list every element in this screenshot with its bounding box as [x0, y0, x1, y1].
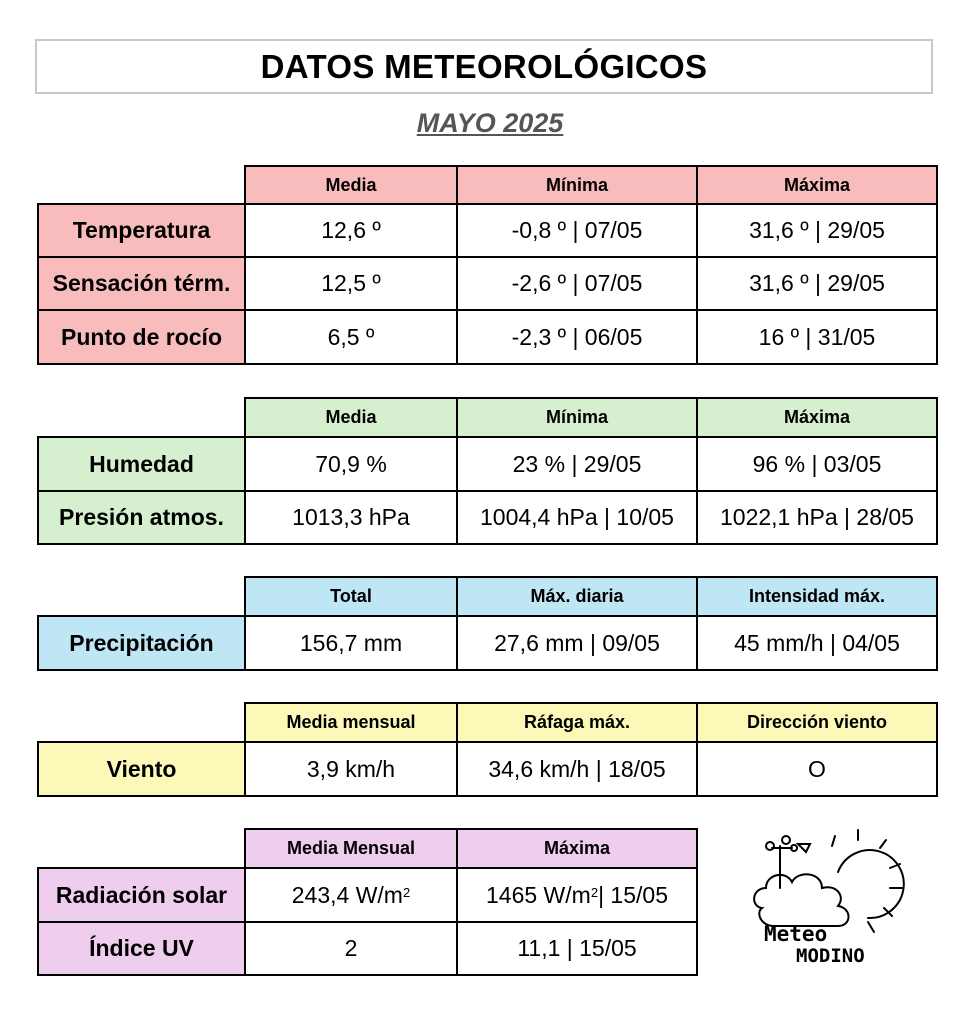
- cell-value: -2,3 º | 06/05: [456, 309, 698, 365]
- row-label-viento: Viento: [37, 741, 246, 797]
- cell-value: 3,9 km/h: [244, 741, 458, 797]
- header-media: Media: [244, 165, 458, 205]
- header-minima: Mínima: [456, 165, 698, 205]
- cell-value: 70,9 %: [244, 436, 458, 492]
- cell-value: 27,6 mm | 09/05: [456, 615, 698, 671]
- row-label-precipitacion: Precipitación: [37, 615, 246, 671]
- row-label-sensacion: Sensación térm.: [37, 256, 246, 311]
- cell-value: 1465 W/m $^2$ | 15/05: [456, 867, 698, 923]
- page-subtitle: MAYO 2025: [416, 108, 564, 138]
- cell-value: 2: [244, 921, 458, 976]
- cell-value: 16 º | 31/05: [696, 309, 938, 365]
- cell-value: 31,6 º | 29/05: [696, 256, 938, 311]
- header-total: Total: [244, 576, 458, 617]
- cell-value: O: [696, 741, 938, 797]
- cell-value: 1022,1 hPa | 28/05: [696, 490, 938, 545]
- logo-text-meteo: Meteo: [764, 922, 828, 946]
- header-media: Media: [244, 397, 458, 438]
- page-title: DATOS METEOROLÓGICOS: [35, 39, 933, 94]
- cell-value: 45 mm/h | 04/05: [696, 615, 938, 671]
- value-date: | 15/05: [598, 881, 668, 908]
- header-maxima: Máxima: [456, 828, 698, 869]
- row-label-punto-rocio: Punto de rocío: [37, 309, 246, 365]
- row-label-radiacion: Radiación solar: [37, 867, 246, 923]
- cell-value: 11,1 | 15/05: [456, 921, 698, 976]
- header-media-mensual: Media mensual: [244, 702, 458, 743]
- row-label-humedad: Humedad: [37, 436, 246, 492]
- header-intensidad: Intensidad máx.: [696, 576, 938, 617]
- header-rafaga: Ráfaga máx.: [456, 702, 698, 743]
- cell-value: 6,5 º: [244, 309, 458, 365]
- header-minima: Mínima: [456, 397, 698, 438]
- header-direccion: Dirección viento: [696, 702, 938, 743]
- header-maxima: Máxima: [696, 397, 938, 438]
- logo-text-modino: MODINO: [796, 945, 865, 967]
- row-label-indice-uv: Índice UV: [37, 921, 246, 976]
- value-text: 243,4 W/m: [291, 881, 403, 908]
- cell-value: 12,6 º: [244, 203, 458, 258]
- header-max-diaria: Máx. diaria: [456, 576, 698, 617]
- cell-value: 31,6 º | 29/05: [696, 203, 938, 258]
- cell-value: -0,8 º | 07/05: [456, 203, 698, 258]
- cell-value: 96 % | 03/05: [696, 436, 938, 492]
- value-text: 1465 W/m: [486, 881, 591, 908]
- cell-value: -2,6 º | 07/05: [456, 256, 698, 311]
- cell-value: 23 % | 29/05: [456, 436, 698, 492]
- cell-value: 12,5 º: [244, 256, 458, 311]
- cell-value: 1013,3 hPa: [244, 490, 458, 545]
- row-label-presion: Presión atmos.: [37, 490, 246, 545]
- cell-value: 156,7 mm: [244, 615, 458, 671]
- cell-value: 34,6 km/h | 18/05: [456, 741, 698, 797]
- row-label-temperatura: Temperatura: [37, 203, 246, 258]
- header-maxima: Máxima: [696, 165, 938, 205]
- cell-value: 243,4 W/m $^2$: [244, 867, 458, 923]
- cell-value: 1004,4 hPa | 10/05: [456, 490, 698, 545]
- header-media-mensual: Media Mensual: [244, 828, 458, 869]
